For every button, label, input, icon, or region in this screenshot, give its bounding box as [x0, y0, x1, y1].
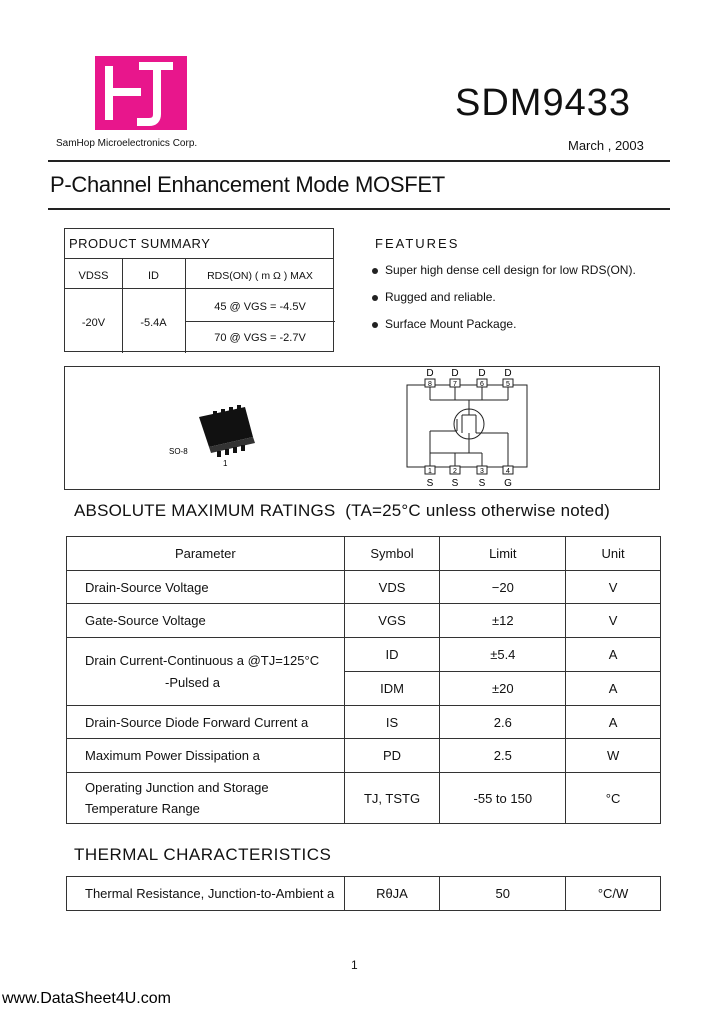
id-value: -5.4A	[140, 317, 167, 329]
abs-max-table	[66, 536, 661, 824]
col-rds: RDS(ON) ( m Ω ) MAX	[207, 270, 313, 282]
table-row: Thermal Resistance, Junction-to-Ambient a RθJA 50 °C/W	[67, 877, 661, 911]
pin-number: 6	[480, 381, 484, 388]
table-row: Maximum Power Dissipation a PD 2.5 W	[67, 739, 661, 773]
features-heading: FEATURES	[375, 236, 460, 251]
abs-max-heading: ABSOLUTE MAXIMUM RATINGS (TA=25°C unless otherwise noted)	[74, 501, 610, 520]
pin-label: S	[451, 478, 459, 489]
pin-number: 1	[428, 468, 432, 475]
feature-item: Super high dense cell design for low RDS(ON).	[372, 263, 636, 277]
page-number: 1	[351, 958, 358, 972]
product-summary-heading: PRODUCT SUMMARY	[69, 236, 211, 251]
pin-number: 4	[506, 468, 510, 475]
feature-item: Surface Mount Package.	[372, 317, 516, 331]
thermal-heading: THERMAL CHARACTERISTICS	[74, 845, 332, 864]
table-row: Drain-Source Diode Forward Current a IS 2.6 A	[67, 706, 661, 739]
package-label: SO-8	[169, 447, 188, 456]
table-row: Operating Junction and Storage Temperature Range TJ, TSTG -55 to 150 °C	[67, 773, 661, 824]
pin-label: D	[504, 368, 512, 379]
header-symbol: Symbol	[344, 537, 440, 571]
table-row: Drain Current-Continuous a @TJ=125°C -Pulsed a ID ±5.4 A	[67, 638, 661, 672]
table-header-row	[67, 537, 661, 571]
pin-label: D	[478, 368, 486, 379]
table-row: IDM ±20 A	[67, 672, 661, 706]
col-vdss: VDSS	[78, 270, 109, 282]
pin-number: 2	[453, 468, 457, 475]
footer-url[interactable]: www.DataSheet4U.com	[2, 990, 171, 1007]
pin-label: D	[451, 368, 459, 379]
pin-label: S	[478, 478, 486, 489]
rds-value-1: 45 @ VGS = -4.5V	[214, 301, 306, 313]
divider	[48, 160, 670, 162]
feature-item: Rugged and reliable.	[372, 290, 496, 304]
package-illustration	[65, 367, 661, 491]
samhop-logo	[95, 56, 187, 130]
pin-label: S	[426, 478, 434, 489]
pin-number: 5	[506, 381, 510, 388]
pin-number: 8	[428, 381, 432, 388]
product-summary-table	[64, 228, 334, 352]
page-title: P-Channel Enhancement Mode MOSFET	[50, 172, 445, 197]
company-name: SamHop Microelectronics Corp.	[56, 138, 198, 149]
table-row: Gate-Source Voltage VGS ±12 V	[67, 604, 661, 638]
thermal-table	[66, 876, 661, 911]
document-date: March , 2003	[568, 138, 644, 153]
pin-label: D	[426, 368, 434, 379]
pin1-label: 1	[223, 459, 228, 468]
rds-value-2: 70 @ VGS = -2.7V	[214, 332, 306, 344]
col-id: ID	[148, 270, 159, 282]
header-unit: Unit	[566, 537, 661, 571]
header-parameter: Parameter	[67, 537, 345, 571]
part-number: SDM9433	[455, 82, 631, 124]
pin-label: G	[504, 478, 512, 489]
pin-number: 3	[480, 468, 484, 475]
divider	[48, 208, 670, 210]
table-row: Drain-Source Voltage VDS −20 V	[67, 571, 661, 604]
package-diagram-box	[64, 366, 660, 490]
header-limit: Limit	[440, 537, 566, 571]
pin-number: 7	[453, 381, 457, 388]
vdss-value: -20V	[81, 317, 106, 329]
